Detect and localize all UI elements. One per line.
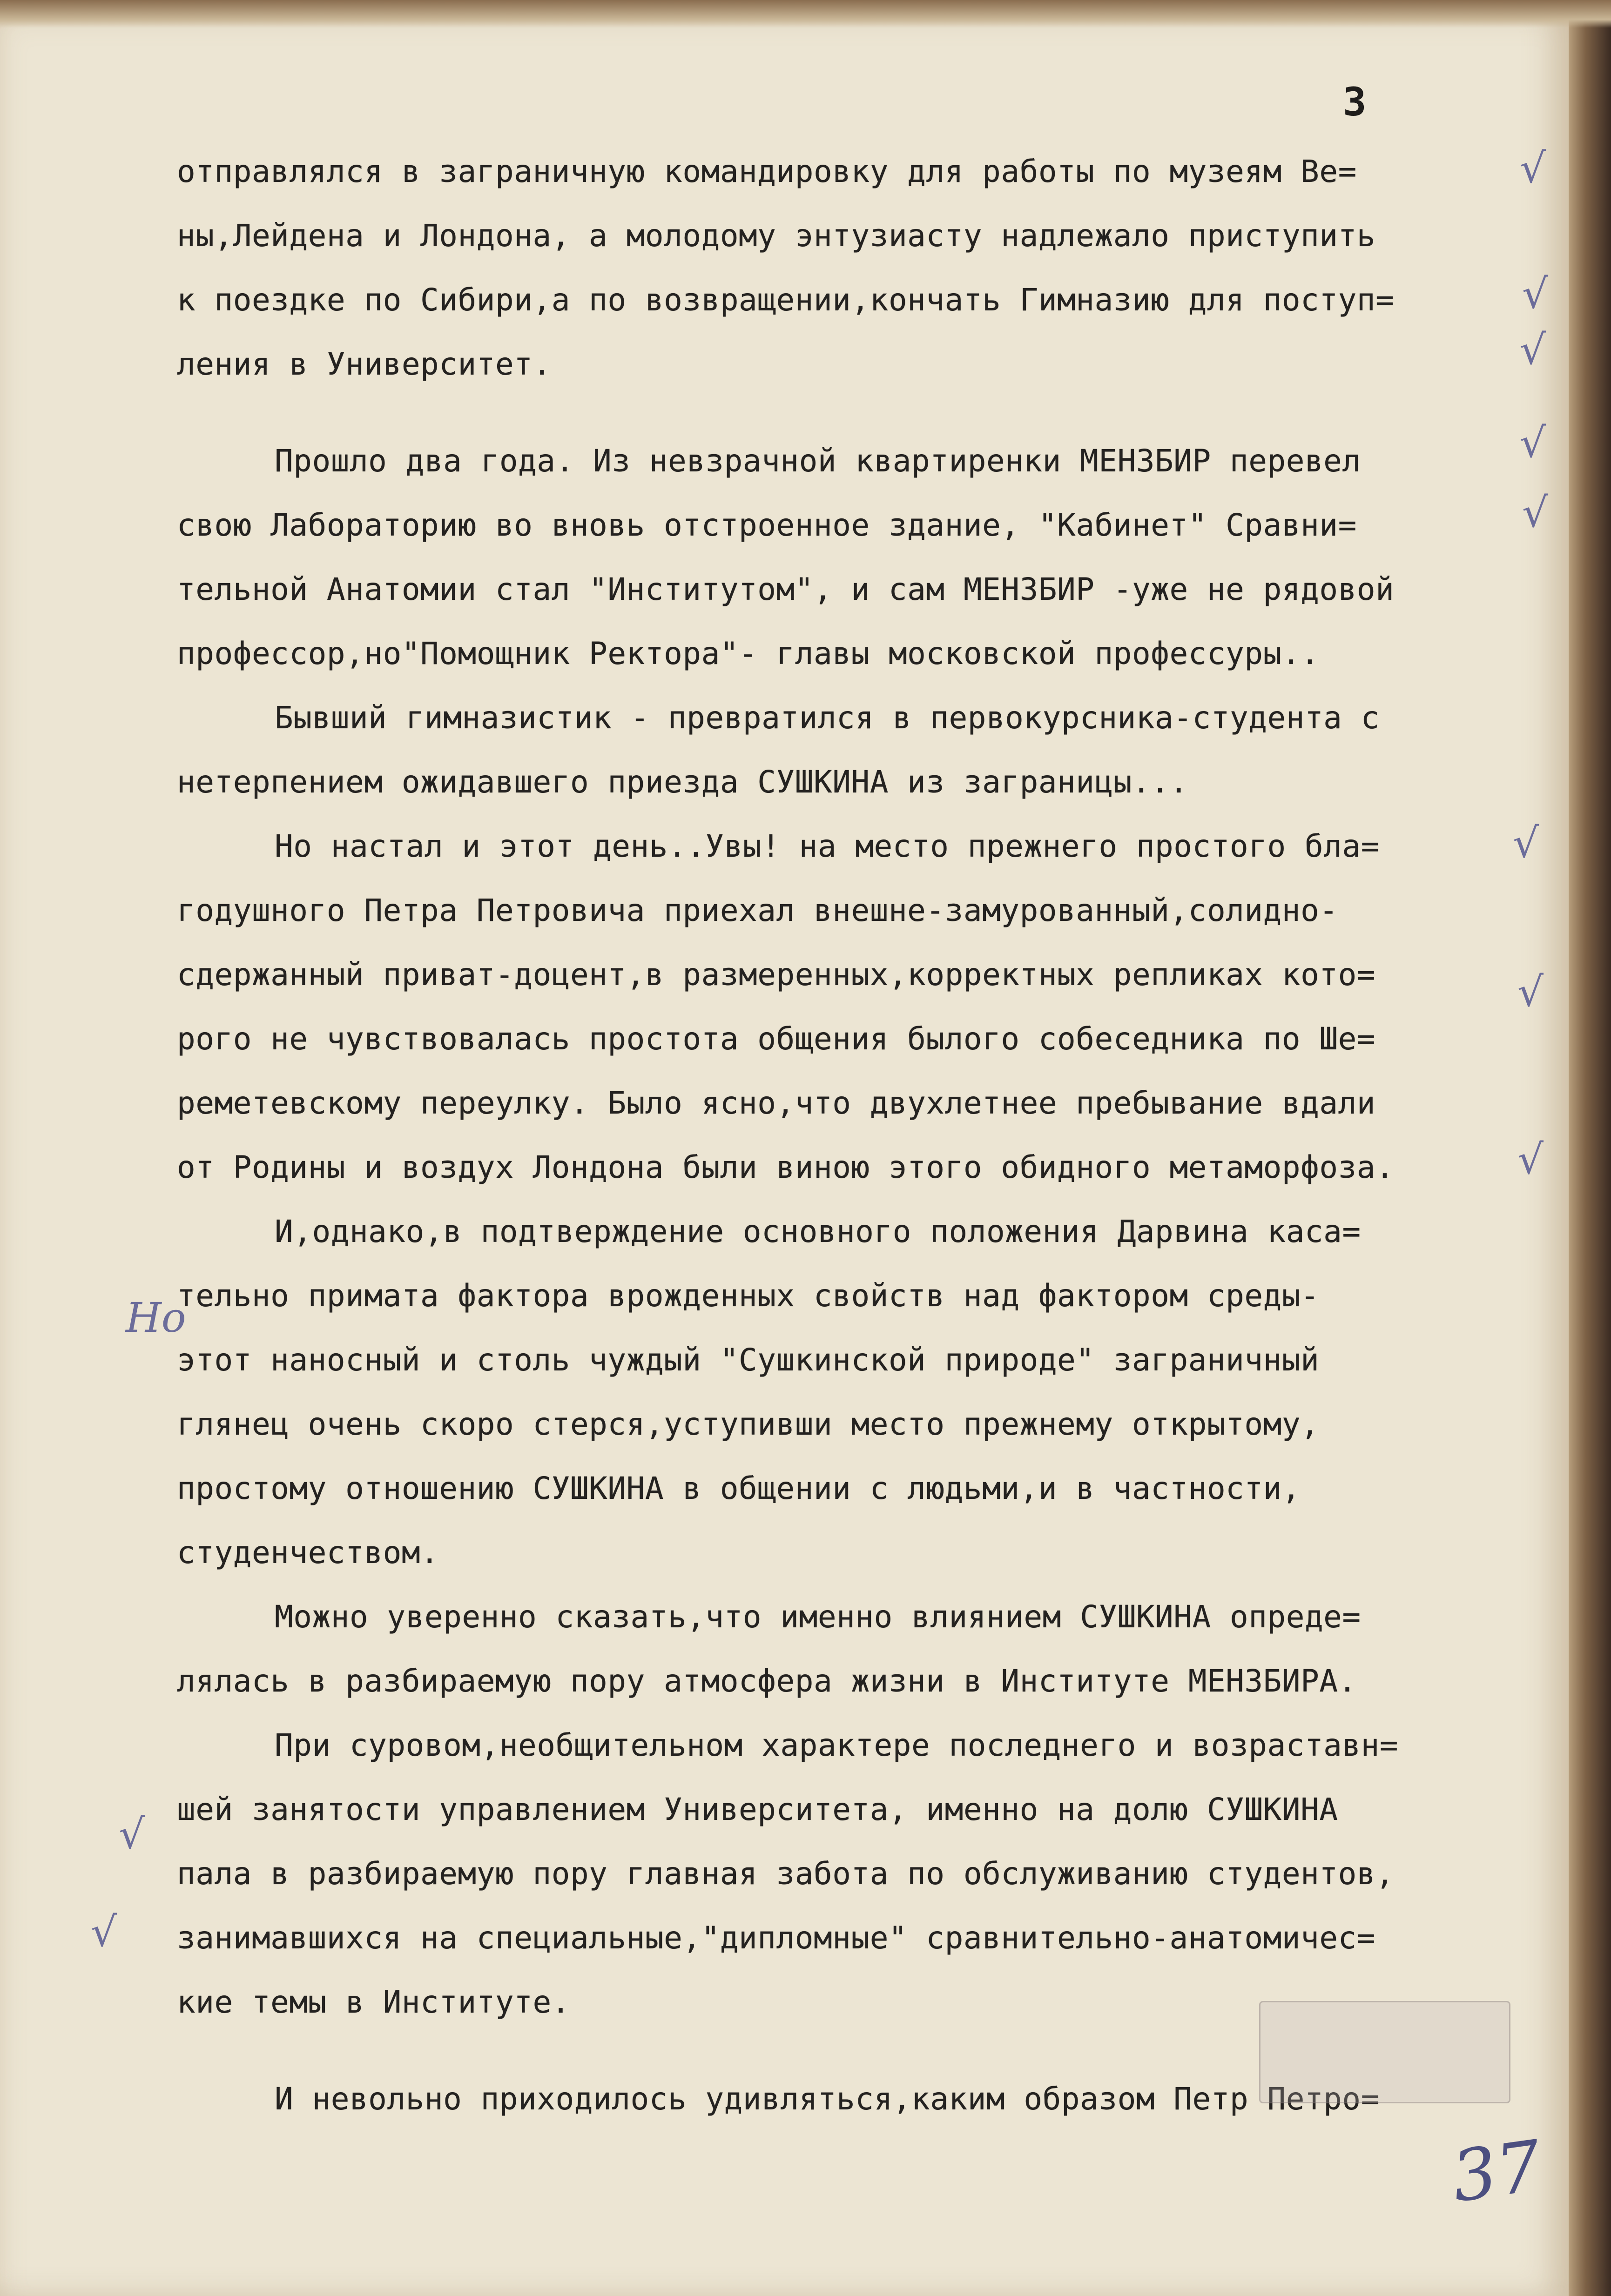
text-line: тельной Анатомии стал "Институтом", и сам МЕНЗБИР -уже не рядовой: [177, 571, 1395, 607]
margin-note-ho: Но: [126, 1294, 186, 1342]
text-line: Можно уверенно сказать,что именно влиянием СУШКИНА опреде=: [275, 1599, 1361, 1635]
text-line: Прошло два года. Из невзрачной квартиренки МЕНЗБИР перевел: [275, 443, 1361, 479]
margin-check-mark: √: [1520, 144, 1546, 192]
text-line: лялась в разбираемую пору атмосфера жизни в Институте МЕНЗБИРА.: [177, 1663, 1357, 1699]
text-line: простому отношению СУШКИНА в общении с людьми,и в частности,: [177, 1470, 1301, 1506]
margin-check-mark: √: [1520, 419, 1546, 467]
text-line: профессор,но"Помощник Ректора"- главы московской профессуры..: [177, 636, 1320, 671]
margin-check-mark: √: [1513, 819, 1539, 867]
text-line: Но настал и этот день..Увы! на место прежнего простого бла=: [275, 828, 1380, 864]
text-line: пала в разбираемую пору главная забота по обслуживанию студентов,: [177, 1856, 1395, 1892]
margin-check-mark: √: [1522, 270, 1549, 318]
text-line: тельно примата фактора врожденных свойств над фактором среды-: [177, 1278, 1320, 1314]
top-edge: [0, 0, 1611, 28]
blank-line: [177, 396, 1527, 429]
text-line: шей занятости управлением Университета, именно на долю СУШКИНА: [177, 1792, 1338, 1827]
text-line: годушного Петра Петровича приехал внешне-замурованный,солидно-: [177, 893, 1338, 928]
typed-text-body: [177, 140, 1527, 2131]
text-line: сдержанный приват-доцент,в размеренных,корректных репликах кото=: [177, 957, 1376, 993]
text-line: Бывший гимназистик - превратился в первокурсника-студента с: [275, 700, 1380, 736]
text-line: нетерпением ожидавшего приезда СУШКИНА из заграницы...: [177, 764, 1188, 800]
text-line: от Родины и воздух Лондона были виною этого обидного метаморфоза.: [177, 1149, 1395, 1185]
text-line: И невольно приходилось удивляться,каким образом Петр Петро=: [275, 2081, 1380, 2117]
text-line: кие темы в Институте.: [177, 1984, 570, 2020]
margin-check-mark: √: [1517, 968, 1544, 1016]
text-line: реметевскому переулку. Было ясно,что двухлетнее пребывание вдали: [177, 1085, 1376, 1121]
page-edge: [1569, 0, 1611, 2296]
text-line: ления в Университет.: [177, 346, 552, 382]
text-line: И,однако,в подтверждение основного положения Дарвина каса=: [275, 1214, 1361, 1249]
text-line: к поездке по Сибири,а по возвращении,кончать Гимназию для поступ=: [177, 282, 1395, 318]
text-line: занимавшихся на специальные,"дипломные" сравнительно-анатомичес=: [177, 1920, 1376, 1956]
margin-check-mark: √: [91, 1908, 117, 1956]
text-line: свою Лабораторию во вновь отстроенное здание, "Кабинет" Сравни=: [177, 507, 1357, 543]
page-number: 3: [1343, 79, 1367, 125]
text-line: При суровом,необщительном характере последнего и возраставн=: [275, 1727, 1399, 1763]
margin-check-mark: √: [1522, 489, 1549, 537]
text-line: этот наносный и столь чуждый "Сушкинской природе" заграничный: [177, 1342, 1320, 1378]
margin-check-mark: √: [1517, 1135, 1544, 1183]
text-line: студенчеством.: [177, 1535, 439, 1571]
text-line: рого не чувствовалась простота общения былого собеседника по Ше=: [177, 1021, 1376, 1057]
text-line: ны,Лейдена и Лондона, а молодому энтузиасту надлежало приступить: [177, 218, 1376, 254]
text-line: глянец очень скоро стерся,уступивши место прежнему открытому,: [177, 1406, 1320, 1442]
margin-check-mark: √: [1520, 326, 1546, 374]
margin-check-mark: √: [119, 1810, 145, 1858]
text-line: отправлялся в заграничную командировку для работы по музеям Ве=: [177, 154, 1357, 189]
archive-stamp: [1259, 2001, 1510, 2103]
folio-number: 37: [1447, 2125, 1547, 2218]
